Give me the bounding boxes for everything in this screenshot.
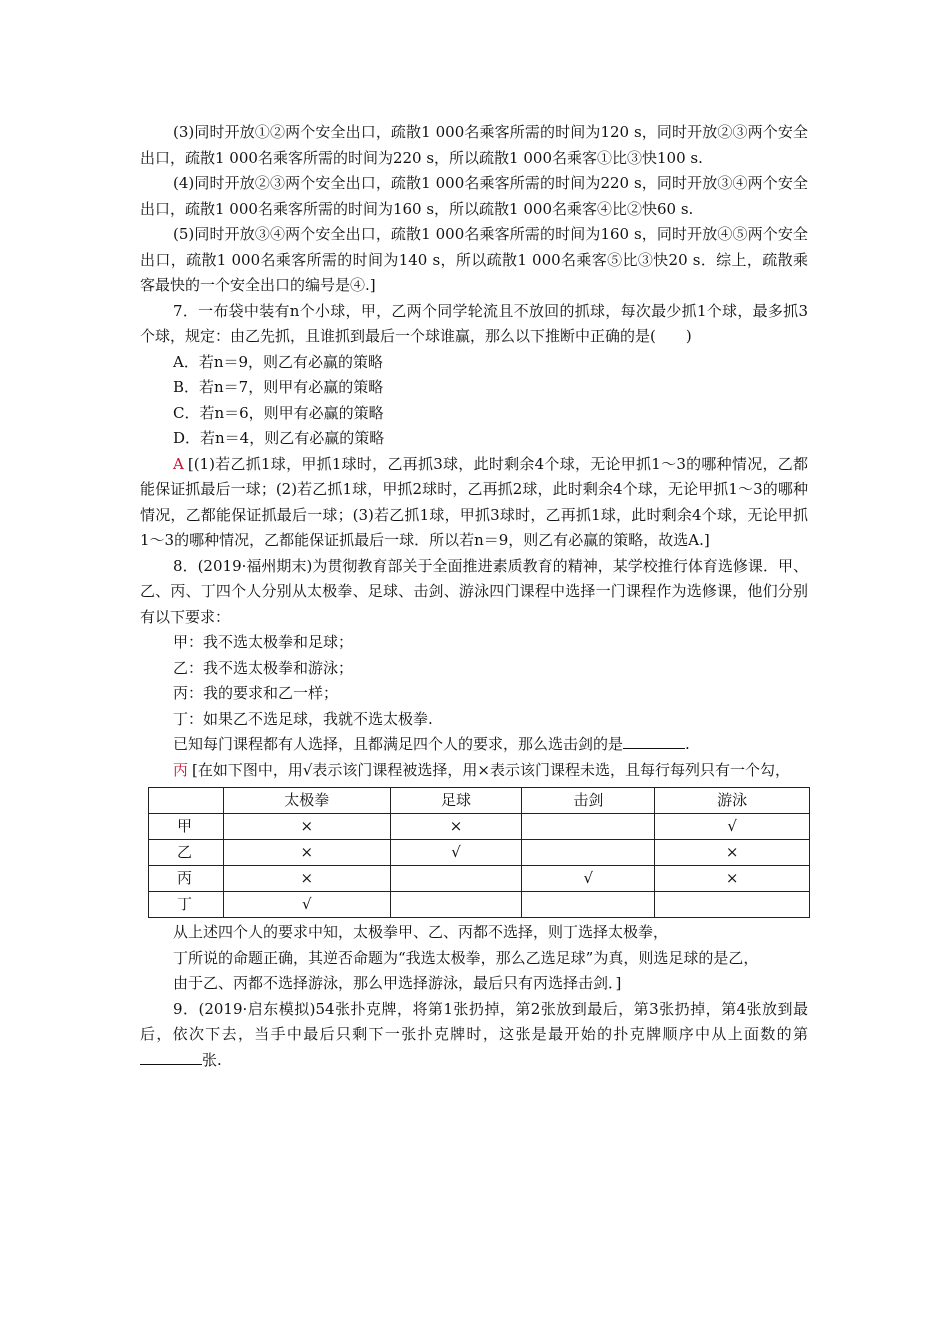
table-cell (522, 892, 655, 918)
table-cell (390, 892, 522, 918)
table-header-cell: 足球 (390, 788, 522, 814)
table-cell: × (223, 840, 390, 866)
row-label: 丙 (149, 866, 224, 892)
table-row (149, 866, 810, 892)
table-header-cell (149, 788, 224, 814)
question-8-answer: 丙 (173, 760, 189, 779)
table-cell: × (655, 840, 810, 866)
table-header-cell: 太极拳 (223, 788, 390, 814)
question-8-requirement-bing: 丙：我的要求和乙一样； (173, 684, 339, 702)
question-8-stem: 8．(2019·福州期末)为贯彻教育部关于全面推进素质教育的精神，某学校推行体育选修课．甲、乙、丙、丁四个人分别从太极拳、足球、击剑、游泳四门课程中选择一门课程作为选修课，他们分别有以下要求： (140, 556, 808, 626)
question-7-option-d: D．若n＝4，则乙有必赢的策略 (173, 429, 385, 447)
table-cell (390, 866, 522, 892)
question-8-requirement-jia: 甲：我不选太极拳和足球； (173, 633, 354, 651)
question-8-explanation-line-2: 丁所说的命题正确，其逆否命题为“我选太极拳，那么乙选足球”为真，则选足球的是乙， (173, 948, 759, 967)
question-8-requirement-yi: 乙：我不选太极拳和游泳； (173, 658, 354, 677)
table-cell: √ (655, 814, 810, 840)
solution-paragraph-5: (5)同时开放③④两个安全出口，疏散1 000名乘客所需的时间为160 s，同时开放④⑤两个安全出口，疏散1 000名乘客所需的时间为140 s，所以疏散1 000名乘客⑤比③快20 s．综上，疏散乘客最快的一个安全出口的编号是④.] (140, 225, 808, 294)
question-7-option-b: B．若n＝7，则甲有必赢的策略 (173, 378, 384, 396)
question-8-explanation-line-3: 由于乙、丙都不选择游泳，那么甲选择游泳，最后只有丙选择击剑．] (173, 974, 622, 992)
table-cell: × (390, 814, 522, 840)
table-cell: √ (223, 892, 390, 918)
question-8-question: 已知每门课程都有人选择，且都满足四个人的要求，那么选击剑的是 . (173, 735, 690, 753)
table-cell: × (223, 814, 390, 840)
question-7-option-c: C．若n＝6，则甲有必赢的策略 (173, 403, 384, 422)
table-cell (655, 892, 810, 918)
table-cell (522, 814, 655, 840)
table-row (149, 892, 810, 918)
question-8-explanation-line-1: 从上述四个人的要求中知，太极拳甲、乙、丙都不选择，则丁选择太极拳， (173, 923, 669, 941)
table-cell: √ (390, 840, 522, 866)
question-7-option-a: A．若n＝9，则乙有必赢的策略 (173, 352, 384, 371)
table-row (149, 840, 810, 866)
question-7-stem: 7．一布袋中装有n个小球，甲，乙两个同学轮流且不放回的抓球，每次最少抓1个球，最多抓3个球，规定：由乙先抓，且谁抓到最后一个球谁赢，那么以下推断中正确的是( ) (140, 301, 808, 345)
solution-paragraph-4: (4)同时开放②③两个安全出口，疏散1 000名乘客所需的时间为220 s，同时开放③④两个安全出口，疏散1 000名乘客所需的时间为160 s，所以疏散1 000名乘客④比②快60 s. (140, 174, 808, 218)
table-cell (522, 840, 655, 866)
row-label: 乙 (149, 840, 224, 866)
table-row (149, 814, 810, 840)
document-page (140, 120, 808, 1073)
question-8-requirement-ding: 丁：如果乙不选足球，我就不选太极拳. (173, 709, 433, 728)
question-7-explanation: [(1)若乙抓1球，甲抓1球时，乙再抓3球，此时剩余4个球，无论甲抓1～3的哪种情况，乙都能保证抓最后一球；(2)若乙抓1球，甲抓2球时，乙再抓2球，此时剩余4个球，无论甲抓1～3的哪种情况，乙都能保证抓最后一球；(3)若乙抓1球，甲抓3球时，乙再抓1球，此时剩余4个球，无论甲抓1～3的哪种情况，乙都能保证抓最后一球．所以若n＝9，则乙有必赢的策略，故选A.] (140, 454, 808, 549)
table-header-cell: 击剑 (522, 788, 655, 814)
table-cell: √ (522, 866, 655, 892)
question-9-stem: 9．(2019·启东模拟)54张扑克牌，将第1张扔掉，第2张放到最后，第3张扔掉，第4张放到最后，依次下去，当手中最后只剩下一张扑克牌时，这张是最开始的扑克牌顺序中从上面数的第张. (140, 999, 808, 1069)
question-7-answer: A (173, 454, 184, 473)
question-7-answer-block (140, 452, 808, 554)
table-cell: × (223, 866, 390, 892)
row-label: 丁 (149, 892, 224, 918)
table-cell: × (655, 866, 810, 892)
answer-blank (623, 734, 685, 749)
table-header-cell: 游泳 (655, 788, 810, 814)
table-header-row (149, 788, 810, 814)
question-8-explanation-intro: [在如下图中，用√表示该门课程被选择，用×表示该门课程未选，且每行每列只有一个勾， (192, 760, 790, 779)
question-8-answer-block (140, 758, 808, 784)
row-label: 甲 (149, 814, 224, 840)
course-selection-table (148, 787, 810, 918)
solution-paragraph-3: (3)同时开放①②两个安全出口，疏散1 000名乘客所需的时间为120 s，同时开放②③两个安全出口，疏散1 000名乘客所需的时间为220 s，所以疏散1 000名乘客①比③快100 s. (140, 123, 808, 167)
answer-blank (140, 1050, 202, 1065)
